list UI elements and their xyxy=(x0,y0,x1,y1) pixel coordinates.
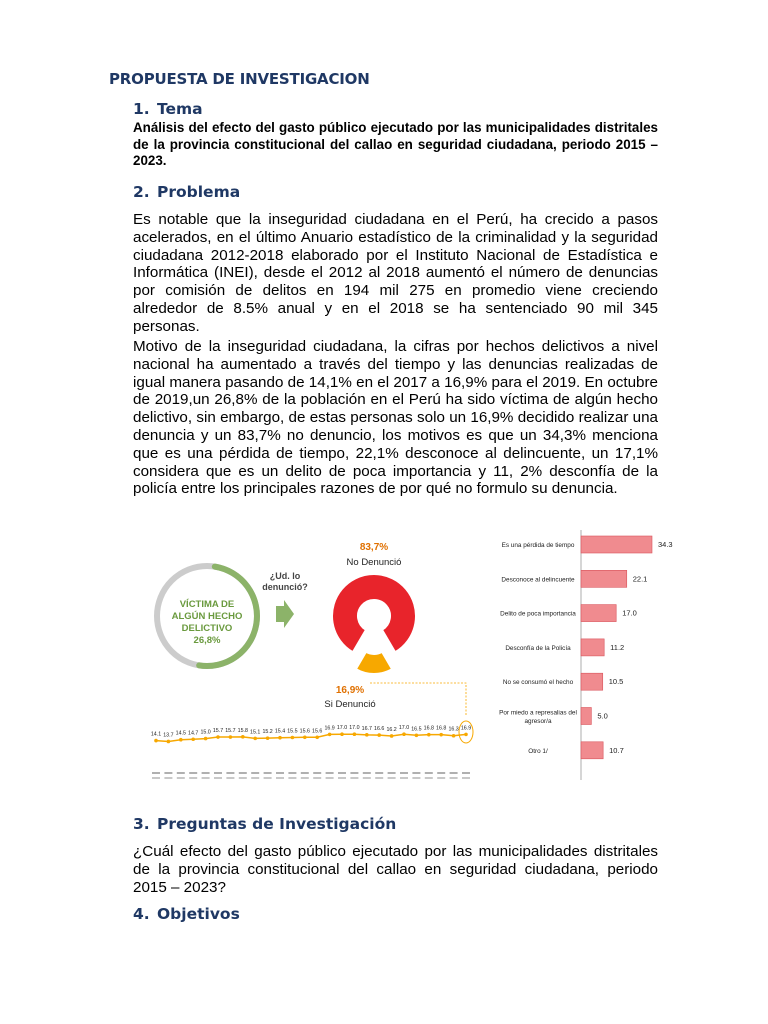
question-line-1: ¿Ud. lo xyxy=(269,571,301,581)
si-denuncio-pct: 16,9% xyxy=(335,685,365,696)
period-tick xyxy=(264,772,272,774)
period-tick xyxy=(375,772,383,774)
trend-value-label: 16.8 xyxy=(436,725,447,732)
period-tick xyxy=(350,777,358,779)
period-tick xyxy=(214,777,222,779)
trend-point xyxy=(303,735,307,739)
bar-category-label: Desconfía de la Policía xyxy=(505,644,571,652)
trend-point xyxy=(167,740,171,744)
section-1-heading xyxy=(133,100,203,118)
question-line-2: denunció? xyxy=(262,582,308,592)
trend-point xyxy=(191,737,195,741)
connector-line xyxy=(370,683,466,716)
trend-point xyxy=(415,734,419,738)
trend-value-label: 16.5 xyxy=(411,726,422,733)
document-title: PROPUESTA DE INVESTIGACION xyxy=(109,70,370,88)
bar xyxy=(581,605,616,622)
period-tick xyxy=(350,772,358,774)
denuncia-donut xyxy=(332,574,416,674)
period-tick xyxy=(375,777,383,779)
problema-paragraph-1: Es notable que la inseguridad ciudadana en el Perú, ha crecido a pasos acelerados, en el último Anuario estadístico de la criminalidad y la seguridad ciudadana 2012-2018 elaborado por el Instituto Nacional de Estadística e Informática (INEI), desde el 2012 al 2018 aumentó el número de denuncias por comisión de delitos en 194 mil 275 en promedio viene creciendo alrededor de 8.5% anual y en el 2018 se ha sentenciado 90 mil 345 personas. xyxy=(133,211,658,335)
period-tick xyxy=(425,772,433,774)
trend-value-label: 16.8 xyxy=(423,725,434,732)
period-tick xyxy=(450,777,458,779)
bar xyxy=(581,673,603,690)
period-tick xyxy=(462,777,470,779)
section-4-heading xyxy=(133,905,240,923)
bar xyxy=(581,742,603,759)
problema-paragraph-2: Motivo de la inseguridad ciudadana, la cifras por hechos delictivos a nivel nacional ha aumentado a través del tiempo y las denuncias realizadas de igual manera pasando de 14,1% en el 2017 a 16,9% para el 2019. En octubre de 2019,un 26,8% de la población en el Perú ha sido víctima de algún hecho delictivo, sin embargo, de estas personas solo un 16,9% decidido realizar una denuncia y un 83,7% no denuncio, los motivos es que un 34,3% menciona que es una pérdida de tiempo, 22,1% desconoce al delincuente, un 17,1% considera que es un delito de poca importancia y 11, 2% desconfía de la policía entre los principales razones de por qué no formulo su denuncia. xyxy=(133,338,658,498)
victim-label-1: VÍCTIMA DE xyxy=(179,599,235,610)
victim-pct: 26,8% xyxy=(193,635,221,646)
bar-value-label: 5.0 xyxy=(597,711,608,721)
reasons-bar-chart xyxy=(499,530,673,780)
period-tick xyxy=(400,772,408,774)
tema-text: Análisis del efecto del gasto público ejecutado por las municipalidades distritales de la provincia constitucional del callao en seguridad ciudadana, periodo 2015 – 2023. xyxy=(133,120,658,168)
section-title: Problema xyxy=(157,183,241,201)
bar-value-label: 10.5 xyxy=(608,677,624,687)
section-number: 2. xyxy=(133,183,150,201)
highlight-circle xyxy=(459,721,473,743)
trend-value-label: 15.2 xyxy=(262,729,273,736)
bar-category-label: agresor/a xyxy=(524,717,552,725)
period-tick xyxy=(276,772,284,774)
trend-point xyxy=(291,736,295,740)
period-tick xyxy=(251,772,259,774)
trend-point xyxy=(377,733,381,737)
period-tick xyxy=(177,772,185,774)
trend-value-label: 16.9 xyxy=(324,725,335,732)
period-tick xyxy=(202,777,210,779)
bar xyxy=(581,536,652,553)
trend-value-label: 16.3 xyxy=(448,726,459,733)
period-tick xyxy=(202,772,210,774)
period-tick xyxy=(363,777,371,779)
trend-value-label: 15.7 xyxy=(225,728,236,735)
period-tick xyxy=(301,777,309,779)
section-number: 1. xyxy=(133,100,150,118)
period-tick xyxy=(462,772,470,774)
trend-value-label: 15.6 xyxy=(299,728,310,735)
bar xyxy=(581,708,591,725)
period-tick xyxy=(412,772,420,774)
section-2-heading xyxy=(133,183,240,201)
trend-point xyxy=(241,735,245,739)
bar-category-label: Desconoce al delincuente xyxy=(501,576,575,584)
donut-slice-si-denuncio xyxy=(356,652,392,674)
trend-point xyxy=(402,732,406,736)
section-title: Preguntas de Investigación xyxy=(157,815,397,833)
trend-value-label: 17.0 xyxy=(336,725,348,732)
period-tick xyxy=(437,777,445,779)
period-tick xyxy=(189,772,197,774)
section-number: 4. xyxy=(133,905,150,923)
period-tick xyxy=(288,777,296,779)
donut-slice-no-denuncio xyxy=(332,574,416,652)
trend-value-label: 15.0 xyxy=(200,729,211,736)
trend-value-label: 17.0 xyxy=(398,725,410,732)
bar-value-label: 22.1 xyxy=(632,574,648,584)
pregunta-paragraph: ¿Cuál efecto del gasto público ejecutado por las municipalidades distritales de la provincia constitucional del callao en seguridad ciudadana, periodo 2015 – 2023? xyxy=(133,843,658,896)
trend-line-chart xyxy=(151,725,471,779)
bar xyxy=(581,639,604,656)
trend-value-label: 13.7 xyxy=(163,732,174,739)
period-tick xyxy=(425,777,433,779)
period-tick xyxy=(326,772,334,774)
victim-label-3: DELICTIVO xyxy=(181,623,233,634)
trend-point xyxy=(216,735,220,739)
trend-point xyxy=(340,732,344,736)
period-tick xyxy=(338,777,346,779)
bar-category-label: Otro 1/ xyxy=(528,747,548,755)
bar-category-label: No se consumó el hecho xyxy=(502,679,574,687)
period-tick xyxy=(388,777,396,779)
period-tick xyxy=(164,777,172,779)
period-tick xyxy=(400,777,408,779)
trend-point xyxy=(439,733,443,737)
section-3-heading xyxy=(133,815,396,833)
period-tick xyxy=(450,772,458,774)
period-tick xyxy=(226,772,234,774)
period-tick xyxy=(326,777,334,779)
period-tick xyxy=(152,777,160,779)
arrow-right-icon xyxy=(276,600,294,628)
period-tick xyxy=(239,777,247,779)
period-tick xyxy=(226,777,234,779)
period-tick xyxy=(388,772,396,774)
victim-label-2: ALGÚN HECHO xyxy=(171,611,243,622)
trend-value-label: 15.1 xyxy=(250,729,261,736)
trend-value-label: 15.8 xyxy=(237,727,248,734)
trend-point xyxy=(452,734,456,738)
trend-point xyxy=(464,733,468,737)
bar-category-label: Delito de poca importancia xyxy=(500,610,576,618)
trend-value-label: 16.9 xyxy=(460,725,472,732)
trend-point xyxy=(427,733,431,737)
bar-value-label: 10.7 xyxy=(609,745,624,755)
period-tick xyxy=(288,772,296,774)
trend-value-label: 15.4 xyxy=(274,728,286,735)
period-tick xyxy=(264,777,272,779)
si-denuncio-label: Si Denunció xyxy=(324,699,376,710)
period-tick xyxy=(251,777,259,779)
trend-value-label: 14.1 xyxy=(150,731,162,738)
bar-value-label: 17.0 xyxy=(622,608,637,618)
period-tick xyxy=(437,772,445,774)
no-denuncio-label: No Denunció xyxy=(346,557,402,568)
trend-value-label: 16.2 xyxy=(386,726,397,733)
period-tick xyxy=(239,772,247,774)
trend-point xyxy=(154,739,158,743)
section-title: Tema xyxy=(157,100,203,118)
period-tick xyxy=(189,777,197,779)
bar xyxy=(581,570,627,587)
period-tick xyxy=(412,777,420,779)
trend-point xyxy=(390,734,394,738)
no-denuncio-pct: 83,7% xyxy=(359,542,389,553)
period-tick xyxy=(338,772,346,774)
period-tick xyxy=(363,772,371,774)
trend-value-label: 15.6 xyxy=(312,728,323,735)
section-number: 3. xyxy=(133,815,150,833)
trend-point xyxy=(253,737,257,741)
trend-value-label: 14.5 xyxy=(175,730,186,737)
trend-value-label: 17.0 xyxy=(349,725,360,732)
trend-point xyxy=(266,736,270,740)
trend-point xyxy=(179,738,183,742)
trend-value-label: 14.7 xyxy=(188,730,199,737)
trend-value-label: 15.5 xyxy=(287,728,298,735)
trend-point xyxy=(204,737,208,741)
period-tick xyxy=(214,772,222,774)
trend-point xyxy=(315,735,319,739)
period-tick xyxy=(313,772,321,774)
trend-value-label: 16.6 xyxy=(374,726,385,733)
section-title: Objetivos xyxy=(157,905,240,923)
period-tick xyxy=(313,777,321,779)
bar-value-label: 11.2 xyxy=(610,642,625,652)
period-tick xyxy=(301,772,309,774)
trend-point xyxy=(328,733,332,737)
trend-point xyxy=(353,732,357,736)
infographic-figure xyxy=(145,528,673,790)
period-tick xyxy=(177,777,185,779)
trend-point xyxy=(365,733,369,737)
trend-value-label: 16.7 xyxy=(361,725,372,732)
bar-category-label: Es una pérdida de tiempo xyxy=(501,542,575,549)
period-tick xyxy=(164,772,172,774)
trend-point xyxy=(278,736,282,740)
trend-value-label: 15.7 xyxy=(212,728,224,735)
bar-value-label: 34.3 xyxy=(658,540,673,549)
trend-point xyxy=(229,735,233,739)
bar-category-label: Por miedo a represalias del xyxy=(499,709,577,717)
period-tick xyxy=(276,777,284,779)
period-tick xyxy=(152,772,160,774)
